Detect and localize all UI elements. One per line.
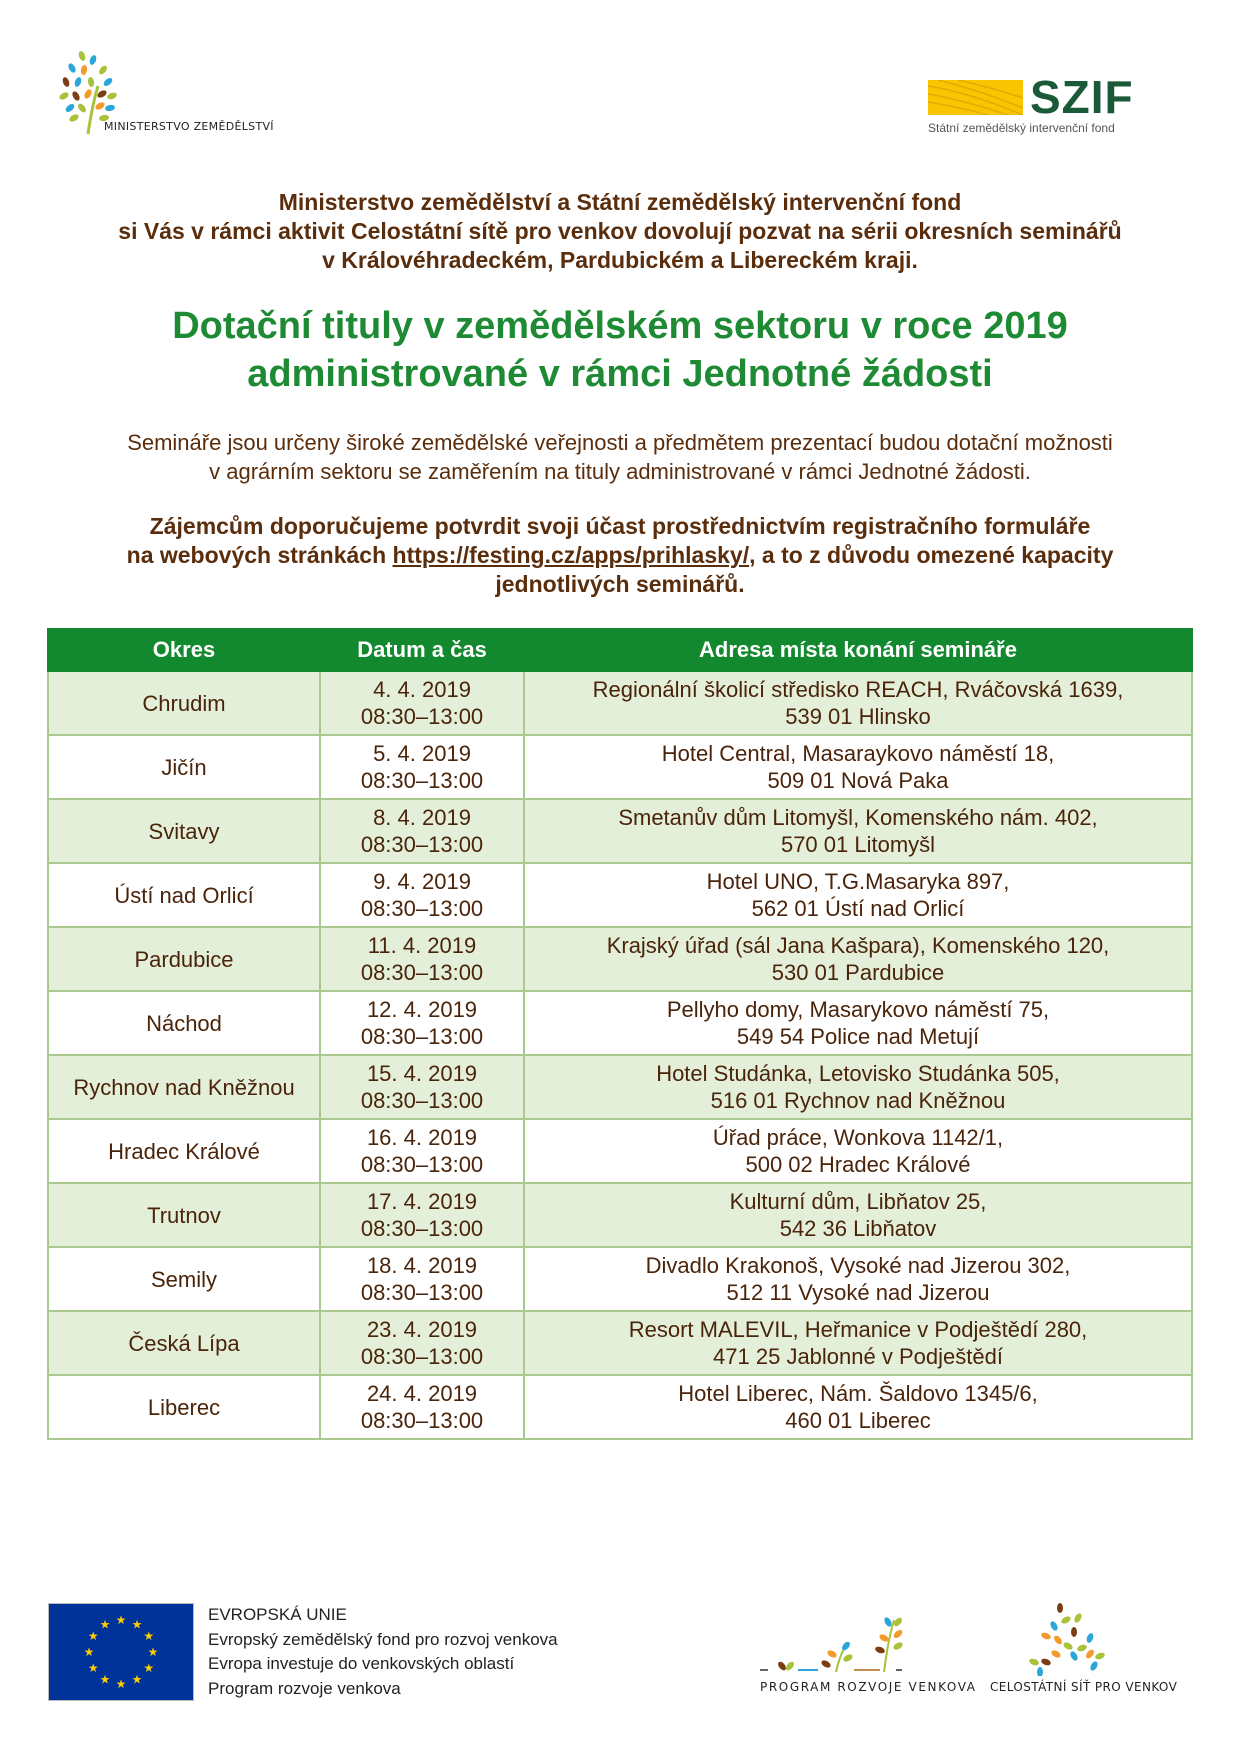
cell-adresa	[524, 1119, 1192, 1183]
cell-datum-line: 5. 4. 2019	[373, 741, 471, 766]
eu-star-icon: ★	[147, 1645, 159, 1659]
cell-adresa-line: 562 01 Ústí nad Orlicí	[751, 896, 965, 921]
table-row	[48, 927, 1192, 991]
registration-suffix: , a to z důvodu omezené kapacity	[749, 542, 1114, 568]
cell-adresa	[524, 863, 1192, 927]
eu-line: Evropa investuje do venkovských oblastí	[208, 1654, 515, 1673]
description-line: v agrárním sektoru se zaměřením na tituly administrované v rámci Jednotné žádosti.	[209, 459, 1031, 484]
intro-text	[40, 188, 1200, 275]
cell-datum	[320, 1119, 524, 1183]
cell-datum-line: 11. 4. 2019	[367, 933, 477, 958]
ministry-logo	[58, 46, 298, 138]
page-title	[40, 302, 1200, 398]
cell-datum-line: 24. 4. 2019	[366, 1381, 478, 1406]
cell-datum-line: 08:30–13:00	[360, 896, 484, 921]
leaves-icon	[1010, 1600, 1130, 1676]
prv-logo-text: PROGRAM ROZVOJE VENKOVA	[760, 1680, 977, 1694]
cell-datum	[320, 1055, 524, 1119]
description	[40, 428, 1200, 486]
cell-adresa-line: 509 01 Nová Paka	[767, 768, 949, 793]
field-rays-icon	[928, 80, 1023, 115]
cell-okres-line: Ústí nad Orlicí	[114, 882, 254, 908]
cell-datum-line: 8. 4. 2019	[373, 805, 471, 830]
cell-datum-line: 08:30–13:00	[360, 768, 484, 793]
cell-datum	[320, 671, 524, 735]
column-header-okres: Okres	[48, 629, 320, 671]
ministry-logo-text: MINISTERSTVO ZEMĚDĚLSTVÍ	[104, 120, 274, 133]
registration-link[interactable]: https://festing.cz/apps/prihlasky/	[392, 542, 750, 568]
cell-adresa-line: Kulturní dům, Libňatov 25,	[729, 1189, 987, 1214]
eu-flag-icon	[48, 1603, 194, 1701]
cell-adresa	[524, 1311, 1192, 1375]
title-line: administrované v rámci Jednotné žádosti	[247, 353, 993, 395]
cell-okres	[48, 1311, 320, 1375]
table-row	[48, 1375, 1192, 1439]
cell-datum	[320, 1183, 524, 1247]
cell-okres-line: Semily	[150, 1266, 217, 1292]
cell-datum-line: 08:30–13:00	[360, 1216, 484, 1241]
cell-datum-line: 23. 4. 2019	[366, 1317, 478, 1342]
cell-okres	[48, 927, 320, 991]
table-row	[48, 799, 1192, 863]
cell-adresa-line: Regionální školicí středisko REACH, Rváčovská 1639,	[592, 677, 1124, 702]
cell-adresa-line: Hotel Liberec, Nám. Šaldovo 1345/6,	[678, 1381, 1038, 1406]
eu-star-icon: ★	[115, 1677, 127, 1691]
intro-line: Ministerstvo zemědělství a Státní zemědělský intervenční fond	[278, 189, 962, 215]
cell-okres-line: Liberec	[147, 1394, 221, 1420]
cell-adresa	[524, 1055, 1192, 1119]
cell-datum-line: 18. 4. 2019	[366, 1253, 478, 1278]
eu-star-icon: ★	[143, 1629, 155, 1643]
cell-adresa-line: 500 02 Hradec Králové	[745, 1152, 971, 1177]
table-row	[48, 735, 1192, 799]
intro-line: v Královéhradeckém, Pardubickém a Libereckém kraji.	[322, 247, 918, 273]
cell-datum	[320, 735, 524, 799]
szif-logo	[928, 71, 1158, 140]
eu-star-icon: ★	[115, 1613, 127, 1627]
registration-note	[40, 512, 1200, 599]
csv-logo-text: CELOSTÁTNÍ SÍŤ PRO VENKOV	[990, 1680, 1178, 1694]
cell-datum-line: 08:30–13:00	[360, 1088, 484, 1113]
cell-adresa-line: 539 01 Hlinsko	[785, 704, 931, 729]
registration-line	[40, 541, 1200, 570]
cell-okres-line: Pardubice	[134, 946, 234, 972]
table-row	[48, 863, 1192, 927]
cell-datum	[320, 1311, 524, 1375]
title-line: Dotační tituly v zemědělském sektoru v roce 2019	[172, 305, 1068, 347]
cell-okres-line: Chrudim	[142, 690, 226, 716]
eu-text	[208, 1603, 558, 1701]
sprouts-icon	[760, 1610, 980, 1676]
cell-datum-line: 08:30–13:00	[360, 1408, 484, 1433]
column-header-adresa: Adresa místa konání semináře	[524, 629, 1192, 671]
cell-okres	[48, 1183, 320, 1247]
cell-okres-line: Trutnov	[147, 1202, 221, 1228]
cell-datum	[320, 991, 524, 1055]
table-header-row	[48, 629, 1192, 671]
column-header-datum: Datum a čas	[320, 629, 524, 671]
cell-datum-line: 08:30–13:00	[360, 1152, 484, 1177]
cell-adresa-line: Hotel Central, Masaraykovo náměstí 18,	[661, 741, 1055, 766]
cell-datum-line: 12. 4. 2019	[366, 997, 478, 1022]
cell-okres	[48, 863, 320, 927]
eu-star-icon: ★	[143, 1661, 155, 1675]
cell-datum-line: 08:30–13:00	[360, 832, 484, 857]
eu-star-icon: ★	[131, 1672, 143, 1687]
cell-okres	[48, 799, 320, 863]
cell-adresa-line: 460 01 Liberec	[785, 1408, 931, 1433]
registration-prefix: na webových stránkách	[126, 542, 393, 568]
cell-datum	[320, 863, 524, 927]
eu-star-icon: ★	[87, 1629, 99, 1643]
table-row	[48, 671, 1192, 735]
eu-line: Evropský zemědělský fond pro rozvoj venkova	[208, 1629, 558, 1649]
cell-adresa	[524, 671, 1192, 735]
cell-okres-line: Svitavy	[148, 818, 220, 844]
program-rozvoje-venkova-logo	[760, 1610, 980, 1700]
celostatni-sit-logo	[990, 1600, 1180, 1700]
cell-okres	[48, 1055, 320, 1119]
cell-adresa-line: 471 25 Jablonné v Podještědí	[713, 1344, 1003, 1369]
cell-datum-line: 08:30–13:00	[360, 1024, 484, 1049]
registration-line: Zájemcům doporučujeme potvrdit svoji účast prostřednictvím registračního formuláře	[149, 513, 1091, 539]
cell-datum-line: 08:30–13:00	[360, 1344, 484, 1369]
table-row	[48, 991, 1192, 1055]
cell-datum-line: 08:30–13:00	[360, 1280, 484, 1305]
cell-okres	[48, 1375, 320, 1439]
cell-okres-line: Česká Lípa	[128, 1330, 240, 1356]
cell-adresa-line: 570 01 Litomyšl	[780, 832, 936, 857]
cell-adresa	[524, 1183, 1192, 1247]
cell-datum-line: 08:30–13:00	[360, 960, 484, 985]
cell-adresa-line: Divadlo Krakonoš, Vysoké nad Jizerou 302,	[645, 1253, 1071, 1278]
cell-adresa	[524, 991, 1192, 1055]
cell-okres	[48, 1247, 320, 1311]
cell-adresa-line: Hotel Studánka, Letovisko Studánka 505,	[656, 1061, 1060, 1086]
cell-datum	[320, 799, 524, 863]
table-row	[48, 1183, 1192, 1247]
cell-datum-line: 15. 4. 2019	[366, 1061, 478, 1086]
eu-line: EVROPSKÁ UNIE	[208, 1605, 347, 1624]
cell-adresa-line: 530 01 Pardubice	[771, 960, 945, 985]
cell-datum-line: 9. 4. 2019	[373, 869, 471, 894]
cell-okres-line: Rychnov nad Kněžnou	[73, 1074, 295, 1100]
cell-adresa-line: Hotel UNO, T.G.Masaryka 897,	[706, 869, 1010, 894]
cell-adresa-line: Smetanův dům Litomyšl, Komenského nám. 402,	[618, 805, 1098, 830]
cell-datum	[320, 1375, 524, 1439]
eu-star-icon: ★	[99, 1672, 111, 1687]
table-row	[48, 1055, 1192, 1119]
cell-datum-line: 16. 4. 2019	[366, 1125, 478, 1150]
szif-subtitle: Státní zemědělský intervenční fond	[928, 121, 1115, 135]
intro-line: si Vás v rámci aktivit Celostátní sítě pro venkov dovolují pozvat na sérii okresních seminářů	[118, 218, 1122, 244]
cell-adresa-line: 512 11 Vysoké nad Jizerou	[726, 1280, 990, 1305]
cell-okres	[48, 735, 320, 799]
cell-okres	[48, 671, 320, 735]
cell-okres	[48, 1119, 320, 1183]
cell-adresa	[524, 735, 1192, 799]
cell-okres-line: Hradec Králové	[108, 1138, 260, 1164]
table-row	[48, 1247, 1192, 1311]
cell-okres	[48, 991, 320, 1055]
cell-adresa	[524, 1375, 1192, 1439]
cell-adresa-line: Úřad práce, Wonkova 1142/1,	[712, 1125, 1004, 1150]
cell-adresa-line: Pellyho domy, Masarykovo náměstí 75,	[666, 997, 1050, 1022]
registration-line: jednotlivých seminářů.	[495, 571, 745, 597]
description-line: Semináře jsou určeny široké zemědělské veřejnosti a předmětem prezentací budou dotační možnosti	[127, 430, 1113, 455]
cell-okres-line: Náchod	[146, 1010, 222, 1036]
cell-datum-line: 17. 4. 2019	[366, 1189, 478, 1214]
eu-line: Program rozvoje venkova	[208, 1678, 401, 1698]
table-row	[48, 1119, 1192, 1183]
cell-adresa	[524, 927, 1192, 991]
cell-adresa-line: Krajský úřad (sál Jana Kašpara), Komenského 120,	[606, 933, 1110, 958]
eu-star-icon: ★	[83, 1645, 95, 1659]
szif-wordmark: SZIF	[1030, 71, 1134, 123]
cell-adresa-line: 549 54 Police nad Metují	[736, 1024, 980, 1049]
cell-datum-line: 4. 4. 2019	[373, 677, 471, 702]
cell-datum	[320, 927, 524, 991]
cell-adresa	[524, 1247, 1192, 1311]
cell-adresa-line: Resort MALEVIL, Heřmanice v Podještědí 280,	[628, 1317, 1088, 1342]
cell-adresa-line: 516 01 Rychnov nad Kněžnou	[710, 1088, 1006, 1113]
seminar-schedule-table	[47, 628, 1193, 1440]
cell-okres-line: Jičín	[161, 754, 207, 780]
table-row	[48, 1311, 1192, 1375]
cell-datum	[320, 1247, 524, 1311]
eu-star-icon: ★	[99, 1617, 111, 1632]
cell-datum-line: 08:30–13:00	[360, 704, 484, 729]
eu-star-icon: ★	[87, 1661, 99, 1675]
cell-adresa	[524, 799, 1192, 863]
cell-adresa-line: 542 36 Libňatov	[779, 1216, 937, 1241]
eu-star-icon: ★	[131, 1617, 143, 1632]
